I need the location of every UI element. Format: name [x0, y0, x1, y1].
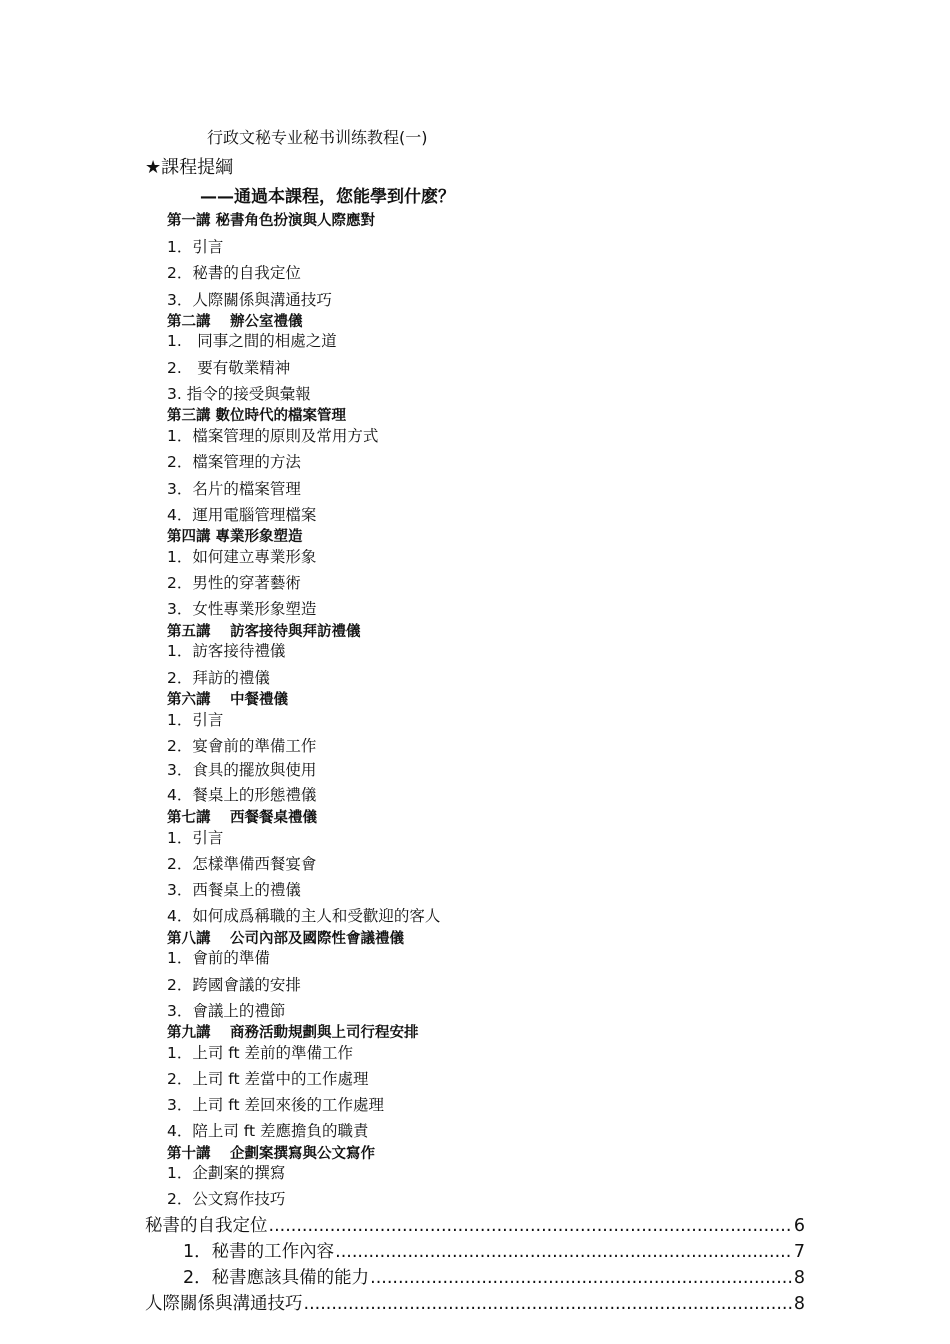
course-outline-heading: ★課程提綱	[145, 157, 234, 178]
lecture-5-item-1: 1．訪客接待禮儀	[167, 642, 286, 660]
toc-leader-dots	[269, 1216, 793, 1236]
lecture-4-title: 第四講 專業形象塑造	[167, 529, 303, 545]
lecture-7-item-1: 1．引言	[167, 829, 224, 847]
toc-leader-dots	[370, 1268, 793, 1288]
lecture-10-item-1: 1．企劃案的撰寫	[167, 1164, 286, 1182]
lecture-3-item-4: 4．運用電腦管理檔案	[167, 506, 317, 524]
lecture-3-item-3: 3．名片的檔案管理	[167, 480, 301, 498]
toc-entry[interactable]	[145, 1290, 805, 1315]
lecture-1-item-2: 2．秘書的自我定位	[167, 264, 301, 282]
lecture-4-item-3: 3．女性專業形象塑造	[167, 600, 317, 618]
lecture-9-item-2: 2．上司 ft 差當中的工作處理	[167, 1070, 369, 1088]
lecture-6-item-4: 4．餐桌上的形態禮儀	[167, 786, 317, 804]
lecture-6-title: 第六講 中餐禮儀	[167, 692, 289, 708]
lecture-8-title: 第八講 公司內部及國際性會議禮儀	[167, 931, 405, 947]
lecture-9-item-4: 4．陪上司 ft 差應擔負的職責	[167, 1122, 369, 1140]
lecture-8-item-2: 2．跨國會議的安排	[167, 976, 301, 994]
lecture-2-item-3: 3. 指令的接受與彙報	[167, 385, 311, 403]
toc-entry[interactable]	[183, 1264, 805, 1289]
lecture-10-item-2: 2．公文寫作技巧	[167, 1190, 286, 1208]
lecture-2-item-2: 2. 要有敬業精神	[167, 359, 291, 377]
lecture-6-item-2: 2．宴會前的準備工作	[167, 737, 317, 755]
lecture-1-item-3: 3．人際關係與溝通技巧	[167, 291, 332, 309]
lecture-7-item-3: 3．西餐桌上的禮儀	[167, 881, 301, 899]
lecture-9-item-1: 1．上司 ft 差前的準備工作	[167, 1044, 353, 1062]
lecture-8-item-3: 3．會議上的禮節	[167, 1002, 286, 1020]
lecture-7-item-2: 2．怎樣準備西餐宴會	[167, 855, 317, 873]
toc-entry-label: 秘書的自我定位	[145, 1216, 268, 1236]
toc-entry-label: 1．秘書的工作內容	[183, 1242, 335, 1262]
toc-entry-label: 人際關係與溝通技巧	[145, 1294, 303, 1314]
lecture-6-item-3: 3．食具的擺放與使用	[167, 761, 317, 779]
lecture-4-item-2: 2．男性的穿著藝術	[167, 574, 301, 592]
lecture-7-item-4: 4．如何成爲稱職的主人和受歡迎的客人	[167, 907, 441, 925]
toc-leader-dots	[304, 1294, 793, 1314]
toc-entry-page: 8	[793, 1268, 805, 1288]
lecture-4-item-1: 1．如何建立專業形象	[167, 548, 317, 566]
lecture-2-title: 第二講 辦公室禮儀	[167, 314, 303, 330]
toc-entry-page: 8	[793, 1294, 805, 1314]
toc-entry[interactable]	[183, 1238, 805, 1263]
toc-entry[interactable]	[145, 1212, 805, 1237]
toc-leader-dots	[335, 1242, 793, 1262]
toc-entry-page: 6	[793, 1216, 805, 1236]
lecture-2-item-1: 1. 同事之間的相處之道	[167, 332, 337, 350]
document-title: 行政文秘专业秘书训练教程(一)	[207, 128, 428, 147]
lecture-6-item-1: 1．引言	[167, 711, 224, 729]
lecture-10-title: 第十講 企劃案撰寫與公文寫作	[167, 1146, 376, 1162]
lecture-8-item-1: 1．會前的準備	[167, 949, 270, 967]
lecture-1-item-1: 1．引言	[167, 238, 224, 256]
lecture-9-title: 第九講 商務活動規劃與上司行程安排	[167, 1025, 419, 1041]
lecture-3-item-2: 2．檔案管理的方法	[167, 453, 301, 471]
toc-entry-label: 2．秘書應該具備的能力	[183, 1268, 370, 1288]
lecture-3-item-1: 1．檔案管理的原則及常用方式	[167, 427, 379, 445]
lecture-5-item-2: 2．拜訪的禮儀	[167, 669, 270, 687]
lecture-1-title: 第一講 秘書角色扮演與人際應對	[167, 213, 376, 229]
lecture-9-item-3: 3．上司 ft 差回來後的工作處理	[167, 1096, 384, 1114]
course-subtitle: ——通過本課程，您能學到什麽？	[200, 187, 455, 207]
toc-entry-page: 7	[793, 1242, 805, 1262]
lecture-3-title: 第三講 數位時代的檔案管理	[167, 408, 347, 424]
lecture-5-title: 第五講 訪客接待與拜訪禮儀	[167, 624, 361, 640]
lecture-7-title: 第七講 西餐餐桌禮儀	[167, 810, 318, 826]
